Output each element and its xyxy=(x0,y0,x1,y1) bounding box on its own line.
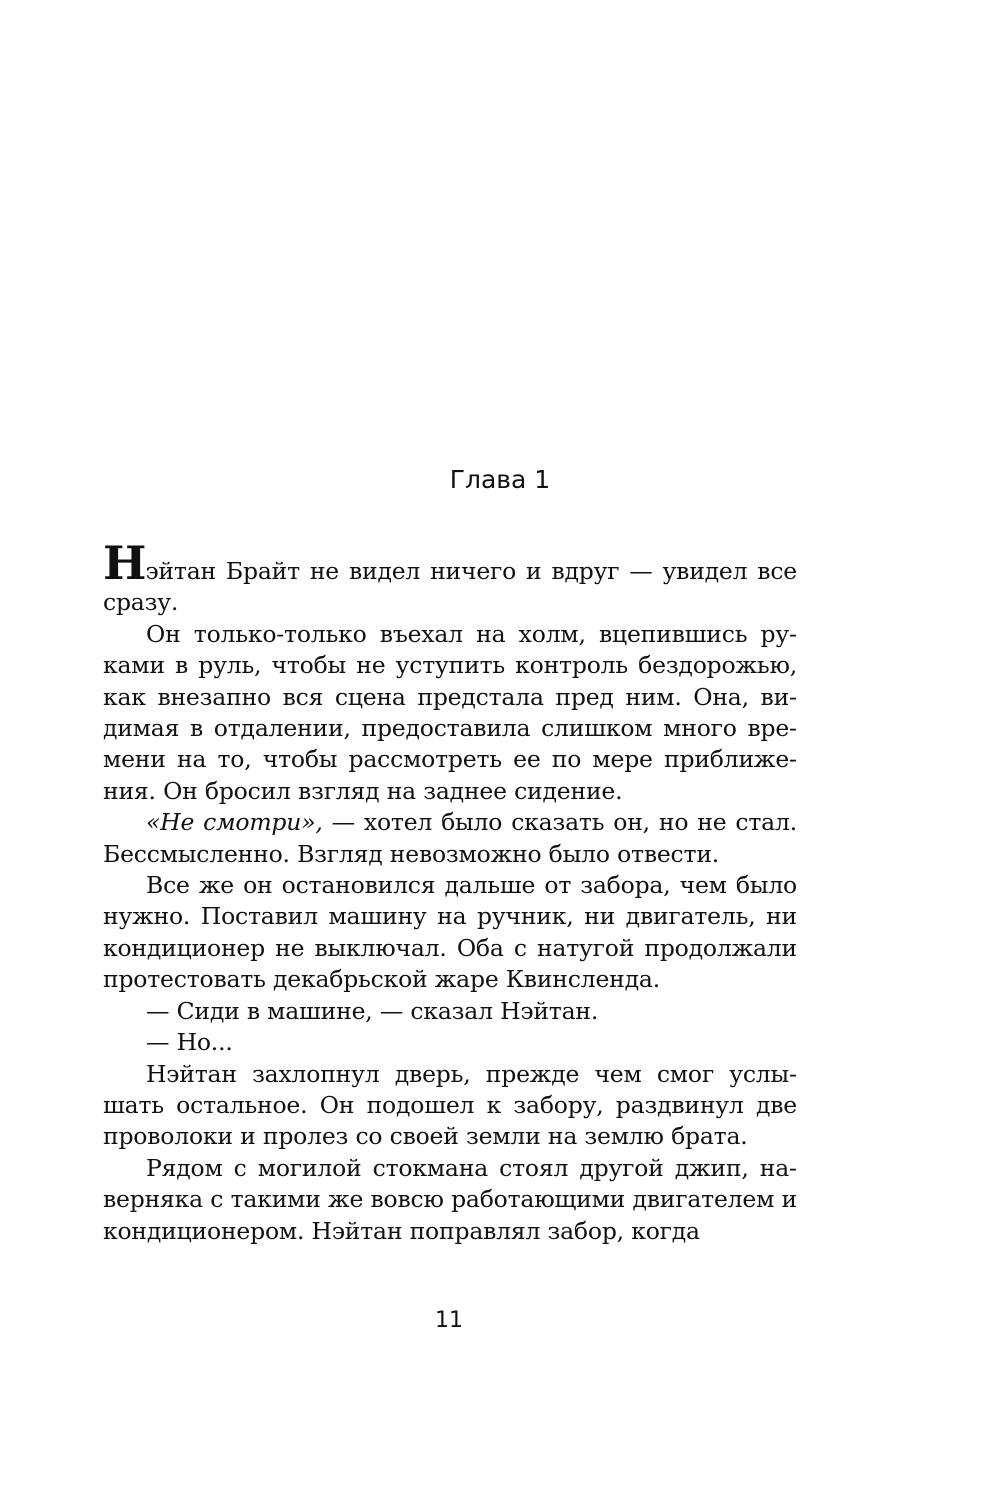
paragraph: — Но... xyxy=(146,1028,233,1057)
paragraph: Нэйтан захлопнул дверь, прежде чем смог услышать остальное. Он подошел к забору, раздвинул две проволоки и пролез со своей земли на землю брата. xyxy=(103,1059,797,1151)
body-text xyxy=(103,536,797,1247)
paragraph: Он только-только въехал на холм, вцепившись руками в руль, чтобы не уступить контроль бездорожью, как внезапно вся сцена предстала пред ним. Она, видимая в отдалении, предоставила слишком много времени на то, чтобы рассмотреть ее по мере приближения. Он бросил взгляд на заднее сидение. xyxy=(103,619,797,805)
italic-quote: «Не смотри», xyxy=(146,808,323,837)
paragraph: Рядом с могилой стокмана стоял другой джип, наверняка с такими же вовсю работающими двигателем и кондиционером. Нэйтан поправлял забор, когда xyxy=(103,1153,797,1245)
paragraph: — Сиди в машине, — сказал Нэйтан. xyxy=(146,996,599,1025)
paragraph xyxy=(103,536,797,619)
paragraph-text: эйтан Брайт не видел ничего и вдруг — увидел все сразу. xyxy=(103,557,797,617)
paragraph-text: — хотел было сказать он, но не стал. Бессмысленно. Взгляд невозможно было отвести. xyxy=(103,808,797,868)
paragraph xyxy=(103,807,797,870)
page-number: 11 xyxy=(435,1308,463,1333)
drop-cap: Н xyxy=(103,536,146,590)
chapter-title: Глава 1 xyxy=(449,465,551,494)
paragraph: Все же он остановился дальше от забора, чем было нужно. Поставил машину на ручник, ни двигатель, ни кондиционер не выключал. Оба с натугой продолжали протестовать декабрьской жаре Квинсленда. xyxy=(103,871,797,994)
